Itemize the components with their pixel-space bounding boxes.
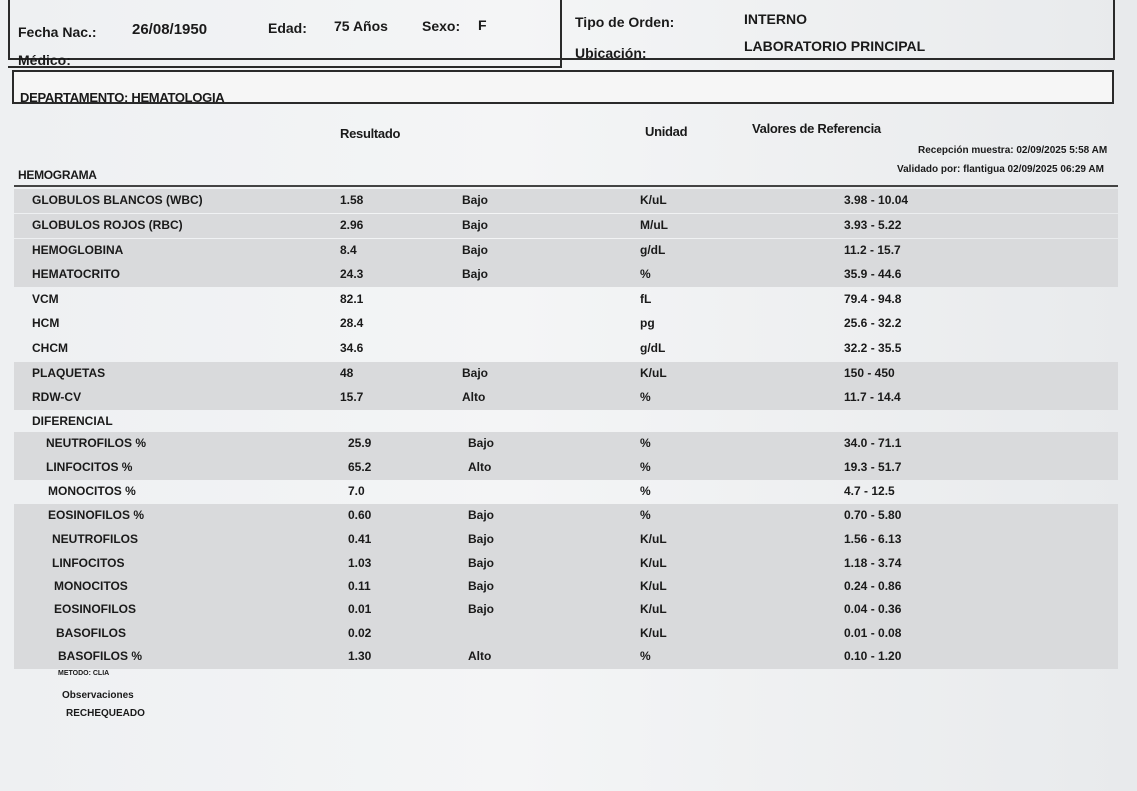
edad-label: Edad:: [268, 20, 307, 36]
table-row: [14, 288, 1118, 312]
header-bottom-line: [8, 66, 562, 68]
table-row: [14, 337, 1118, 361]
cell-name: MONOCITOS: [54, 579, 128, 593]
cell-name: BASOFILOS %: [58, 649, 143, 663]
cell-unit: pg: [640, 316, 655, 330]
cell-result: 0.60: [348, 508, 372, 522]
fecha-nac-label: Fecha Nac.:: [18, 24, 97, 40]
table-row: [14, 622, 1118, 646]
cell-unit: %: [640, 390, 651, 404]
cell-name: RDW-CV: [32, 390, 82, 404]
cell-name: BASOFILOS: [56, 626, 127, 640]
medico-label: Médico:: [18, 52, 71, 68]
cell-ref: 0.10 - 1.20: [844, 649, 902, 663]
cell-flag: Bajo: [462, 193, 489, 207]
cell-result: 28.4: [340, 316, 364, 330]
cell-ref: 11.2 - 15.7: [844, 243, 901, 257]
cell-unit: g/dL: [640, 243, 666, 257]
cell-name: GLOBULOS ROJOS (RBC): [32, 218, 183, 232]
cell-ref: 0.24 - 0.86: [844, 579, 902, 593]
cell-name: GLOBULOS BLANCOS (WBC): [32, 193, 203, 207]
ubicacion-label: Ubicación:: [575, 45, 647, 61]
table-row: [14, 432, 1118, 456]
cell-ref: 34.0 - 71.1: [844, 436, 902, 450]
metodo-label: METODO: CLIA: [58, 670, 110, 677]
cell-unit: K/uL: [640, 532, 667, 546]
cell-unit: K/uL: [640, 556, 667, 570]
cell-unit: %: [640, 267, 651, 281]
table-row: [14, 189, 1118, 213]
cell-ref: 11.7 - 14.4: [844, 390, 901, 404]
col-header-referencia: Valores de Referencia: [752, 121, 881, 136]
edad-value: 75 Años: [334, 18, 388, 34]
cell-name: DIFERENCIAL: [32, 414, 113, 428]
cell-flag: Bajo: [468, 579, 495, 593]
cell-unit: %: [640, 508, 651, 522]
cell-result: 0.02: [348, 626, 372, 640]
cell-name: HEMOGLOBINA: [32, 243, 124, 257]
sexo-value: F: [478, 17, 487, 33]
section-title: HEMOGRAMA: [18, 168, 97, 182]
cell-ref: 25.6 - 32.2: [844, 316, 902, 330]
section-divider: [14, 185, 1118, 187]
cell-flag: Bajo: [468, 436, 495, 450]
cell-ref: 4.7 - 12.5: [844, 484, 895, 498]
table-row: [14, 575, 1118, 599]
table-row: [14, 239, 1118, 263]
table-row: [14, 263, 1118, 287]
tipo-orden-label: Tipo de Orden:: [575, 14, 675, 30]
fecha-nac-value: 26/08/1950: [132, 21, 208, 38]
ubicacion-value: LABORATORIO PRINCIPAL: [744, 38, 926, 54]
cell-result: 1.03: [348, 556, 372, 570]
cell-result: 25.9: [348, 436, 372, 450]
cell-name: EOSINOFILOS: [54, 602, 137, 616]
cell-flag: Bajo: [468, 532, 495, 546]
cell-ref: 0.04 - 0.36: [844, 602, 902, 616]
cell-result: 8.4: [340, 243, 357, 257]
table-row: [14, 386, 1118, 410]
cell-flag: Bajo: [468, 556, 495, 570]
cell-ref: 32.2 - 35.5: [844, 341, 902, 355]
cell-name: LINFOCITOS: [52, 556, 125, 570]
validado-por: Validado por: flantigua 02/09/2025 06:29 AM: [897, 164, 1104, 175]
cell-result: 0.01: [348, 602, 372, 616]
cell-name: EOSINOFILOS %: [48, 508, 145, 522]
cell-ref: 3.98 - 10.04: [844, 193, 909, 207]
cell-result: 65.2: [348, 460, 372, 474]
cell-ref: 35.9 - 44.6: [844, 267, 902, 281]
table-row: [14, 598, 1118, 622]
table-row: [14, 528, 1118, 552]
cell-result: 48: [340, 366, 354, 380]
cell-ref: 1.18 - 3.74: [844, 556, 902, 570]
cell-result: 1.30: [348, 649, 372, 663]
cell-result: 24.3: [340, 267, 364, 281]
col-header-resultado: Resultado: [340, 126, 401, 141]
cell-flag: Bajo: [462, 267, 489, 281]
observaciones-label: Observaciones: [62, 690, 134, 701]
cell-result: 34.6: [340, 341, 364, 355]
cell-flag: Alto: [462, 390, 486, 404]
cell-unit: %: [640, 649, 651, 663]
cell-unit: K/uL: [640, 602, 667, 616]
cell-name: LINFOCITOS %: [46, 460, 133, 474]
cell-flag: Bajo: [468, 508, 495, 522]
table-row: [14, 504, 1118, 528]
cell-unit: K/uL: [640, 193, 667, 207]
cell-ref: 79.4 - 94.8: [844, 292, 902, 306]
cell-flag: Bajo: [468, 602, 495, 616]
cell-unit: fL: [640, 292, 652, 306]
table-row: [14, 552, 1118, 576]
cell-name: NEUTROFILOS %: [46, 436, 147, 450]
cell-unit: g/dL: [640, 341, 666, 355]
cell-unit: %: [640, 484, 651, 498]
cell-flag: Alto: [468, 460, 492, 474]
cell-result: 7.0: [348, 484, 365, 498]
cell-ref: 3.93 - 5.22: [844, 218, 902, 232]
cell-ref: 0.01 - 0.08: [844, 626, 902, 640]
cell-result: 0.41: [348, 532, 372, 546]
cell-unit: %: [640, 436, 651, 450]
cell-flag: Alto: [468, 649, 492, 663]
header-divider: [560, 0, 562, 66]
table-row: [14, 410, 1118, 434]
table-row: [14, 362, 1118, 386]
cell-ref: 1.56 - 6.13: [844, 532, 902, 546]
recepcion-muestra: Recepción muestra: 02/09/2025 5:58 AM: [918, 145, 1108, 156]
cell-result: 15.7: [340, 390, 364, 404]
cell-name: PLAQUETAS: [32, 366, 106, 380]
cell-name: CHCM: [32, 341, 68, 355]
table-row: [14, 456, 1118, 480]
department-title: DEPARTAMENTO: HEMATOLOGIA: [20, 90, 225, 105]
cell-name: NEUTROFILOS: [52, 532, 138, 546]
table-row: [14, 645, 1118, 669]
cell-unit: K/uL: [640, 579, 667, 593]
cell-unit: M/uL: [640, 218, 668, 232]
cell-unit: K/uL: [640, 626, 667, 640]
cell-result: 0.11: [348, 579, 371, 593]
cell-flag: Bajo: [462, 218, 489, 232]
cell-ref: 19.3 - 51.7: [844, 460, 902, 474]
cell-unit: %: [640, 460, 651, 474]
col-header-unidad: Unidad: [645, 124, 688, 139]
cell-result: 82.1: [340, 292, 364, 306]
tipo-orden-value: INTERNO: [744, 11, 807, 27]
cell-name: MONOCITOS %: [48, 484, 136, 498]
cell-ref: 0.70 - 5.80: [844, 508, 902, 522]
observaciones-value: RECHEQUEADO: [66, 708, 145, 719]
table-row: [14, 312, 1118, 336]
cell-ref: 150 - 450: [844, 366, 895, 380]
table-row: [14, 214, 1118, 238]
cell-name: VCM: [32, 292, 59, 306]
sexo-label: Sexo:: [422, 18, 461, 34]
cell-result: 2.96: [340, 218, 364, 232]
cell-flag: Bajo: [462, 243, 489, 257]
cell-name: HEMATOCRITO: [32, 267, 121, 281]
cell-result: 1.58: [340, 193, 364, 207]
cell-name: HCM: [32, 316, 60, 330]
table-row: [14, 480, 1118, 504]
cell-flag: Bajo: [462, 366, 489, 380]
cell-unit: K/uL: [640, 366, 667, 380]
